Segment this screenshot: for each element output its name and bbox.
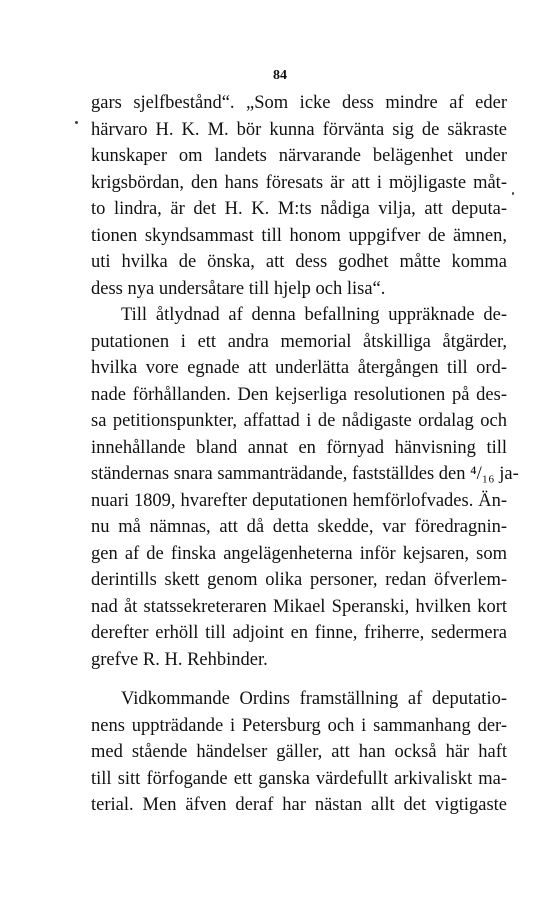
text-line: Vidkommande Ordins framställning af deputatio- — [121, 689, 507, 709]
text-line: derefter erhöll till adjoint en finne, friherre, sedermera — [91, 623, 507, 643]
body-text — [91, 90, 519, 819]
text-line: gen af de finska angelägenheterna inför kejsaren, som — [91, 543, 507, 564]
paragraph-1 — [91, 90, 507, 302]
text-line: till sitt förfogande ett ganska värdefullt arkivaliskt ma- — [91, 768, 507, 789]
text-line: Till åtlydnad af denna befallning uppräknade de- — [121, 305, 507, 325]
text-line: härvaro H. K. M. bör kunna förvänta sig de säkraste — [91, 119, 507, 140]
text-line: derintills skett genom olika personer, redan öfverlem- — [91, 570, 507, 590]
text-line: sa petitionspunkter, affattad i de nådigaste ordalag och — [91, 411, 507, 431]
text-line: krigsbördan, den hans föresats är att i möjligaste måt- — [91, 172, 507, 193]
text-line: nu må nämnas, att då detta skedde, var föredragnin- — [91, 517, 507, 537]
text-line: nade förhållanden. Den kejserliga resolutionen på des- — [91, 384, 507, 405]
text-line: uti hvilka de önska, att dess godhet måtte komma — [91, 252, 507, 272]
text-line: innehållande bland annat en förnyad hänvisning till — [91, 437, 507, 458]
text-line: gars sjelfbestånd“. „Som icke dess mindre af eder — [91, 93, 507, 113]
text-line: grefve R. H. Rehbinder. — [91, 649, 268, 670]
text-line: ständernas snara sammanträdande, fastställdes den ⁴/₁₆ ja- — [91, 464, 519, 484]
text-line: nens uppträdande i Petersburg och i sammanhang der- — [91, 715, 507, 736]
ink-speck — [75, 121, 78, 124]
text-line: nad åt statssekreteraren Mikael Speranski, hvilken kort — [91, 596, 507, 617]
text-line: med stående händelser gäller, att han också här haft — [91, 742, 507, 762]
text-line: putationen i ett andra memorial åtskilliga åtgärder, — [91, 331, 507, 352]
ink-speck — [512, 192, 514, 195]
text-line: dess nya undersåtare till hjelp och lisa“. — [91, 278, 386, 299]
text-line: hvilka vore egnade att underlätta återgången till ord- — [91, 358, 507, 378]
paragraph-2 — [91, 302, 519, 673]
text-line: to lindra, är det H. K. M:ts nådiga vilja, att deputa- — [91, 199, 507, 219]
page-number: 84 — [273, 68, 287, 83]
paragraph-3 — [91, 686, 507, 819]
text-line: nuari 1809, hvarefter deputationen hemförlofvades. Än- — [91, 490, 507, 511]
text-line: tionen skyndsammast till honom uppgifver de ämnen, — [91, 225, 507, 246]
text-line: terial. Men äfven deraf har nästan allt det vigtigaste — [91, 795, 507, 815]
text-line: kunskaper om landets närvarande belägenhet under — [91, 146, 507, 166]
